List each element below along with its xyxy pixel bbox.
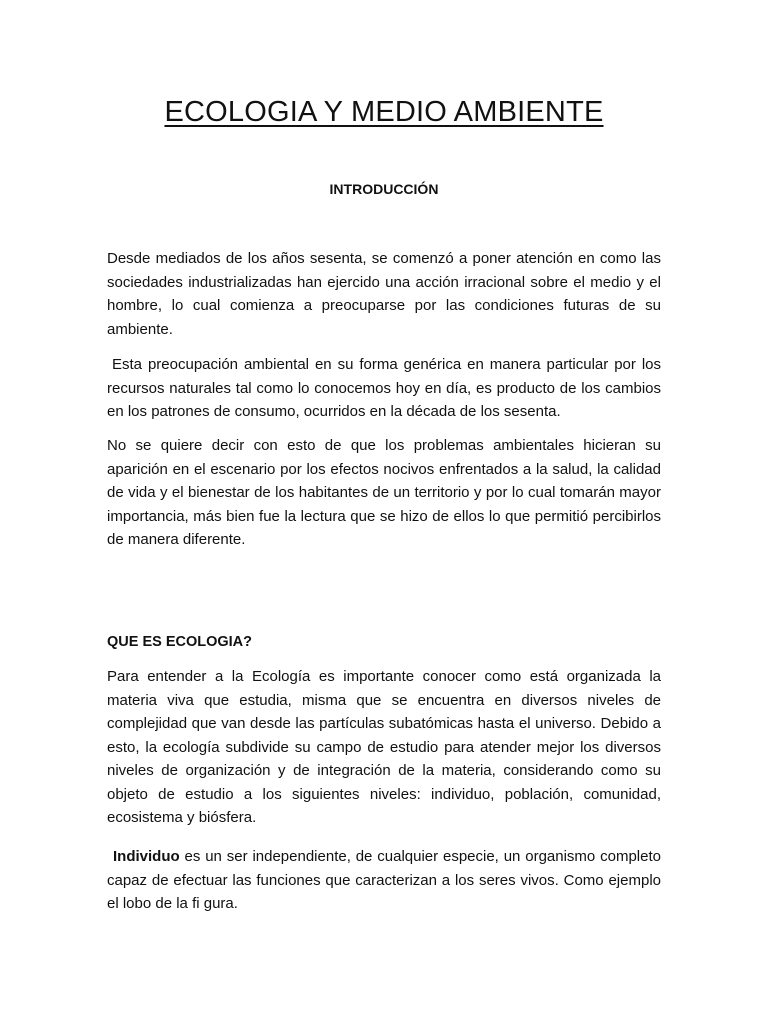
intro-paragraph-3: No se quiere decir con esto de que los problemas ambientales hicieran su aparición en el escenario por los efectos nocivos enfrentados a la salud, la calidad de vida y el bienestar de los habitantes de un territorio y por lo cual tomarán mayor importancia, más bien fue la lectura que se hizo de ellos lo que permitió percibirlos de manera diferente. [107, 437, 661, 548]
ecologia-paragraph: Para entender a la Ecología es importante conocer como está organizada la materia viva que estudia, misma que se encuentra en diversos niveles de complejidad que van desde las partículas subatómicas hasta el universo. Debido a esto, la ecología subdivide su campo de estudio para atender mejor los diversos niveles de organización y de integración de la materia, considerando como su objeto de estudio a los siguientes niveles: individuo, población, comunidad, ecosistema y biósfera. [107, 668, 661, 826]
intro-paragraph-1: Desde mediados de los años sesenta, se comenzó a poner atención en como las sociedades industrializadas han ejercido una acción irracional sobre el medio y el hombre, lo cual comienza a preocuparse por las condiciones futuras de su ambiente. [107, 250, 661, 338]
section-heading-que-es-ecologia: QUE ES ECOLOGIA? [107, 634, 253, 650]
individuo-definition: es un ser independiente, de cualquier especie, un organismo completo capaz de efectuar las funciones que caracterizan a los seres vivos. Como ejemplo el lobo de la fi gura. [107, 848, 661, 912]
term-individuo: Individuo [113, 848, 180, 865]
document-title: ECOLOGIA Y MEDIO AMBIENTE [164, 96, 604, 128]
section-subtitle-introduccion: INTRODUCCIÓN [329, 181, 439, 197]
individuo-paragraph [107, 845, 661, 916]
intro-paragraph-2: Esta preocupación ambiental en su forma genérica en manera particular por los recursos naturales tal como lo conocemos hoy en día, es producto de los cambios en los patrones de consumo, ocurridos en la década de los sesenta. [107, 356, 661, 420]
